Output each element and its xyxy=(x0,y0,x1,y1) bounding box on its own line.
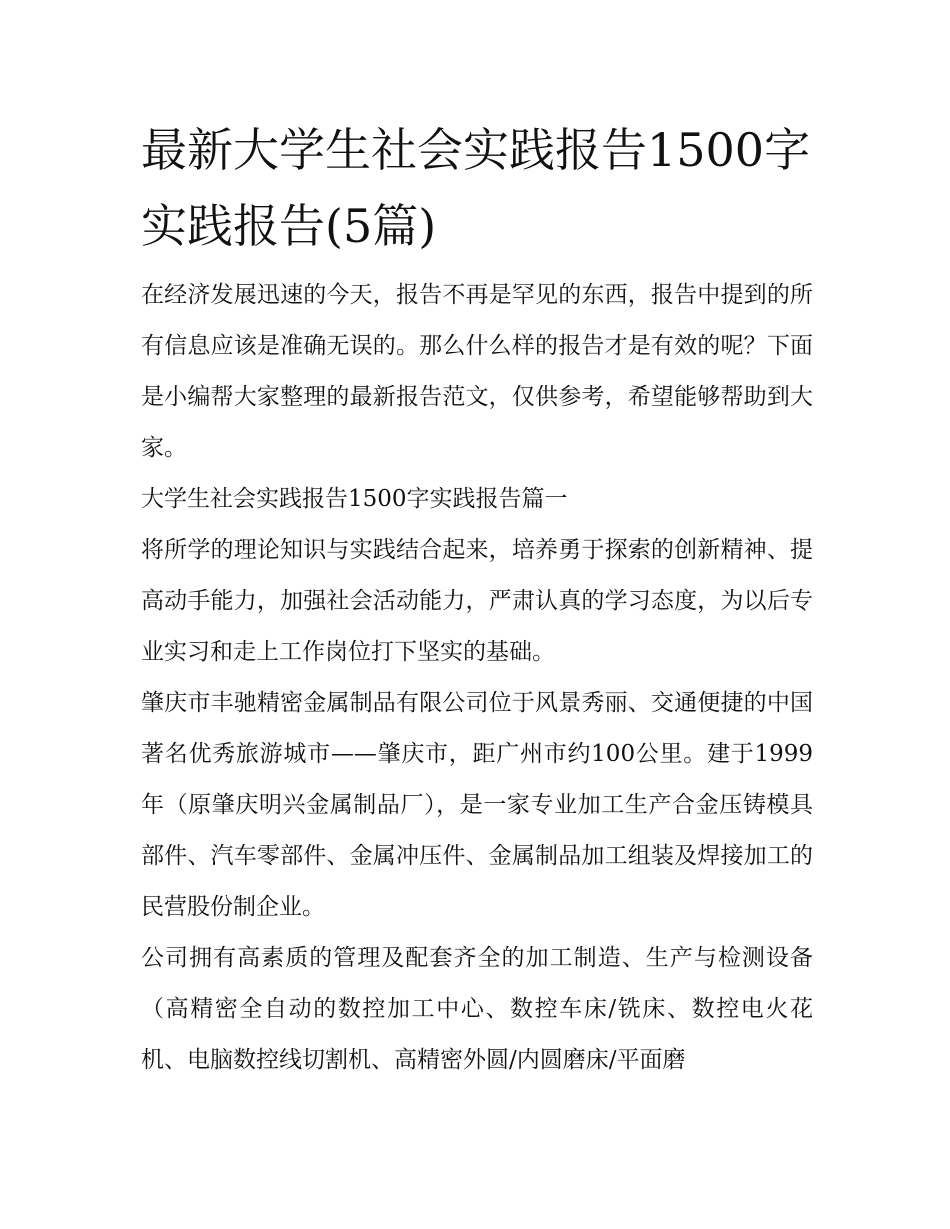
body-paragraph: 将所学的理论知识与实践结合起来，培养勇于探索的创新精神、提高动手能力，加强社会活动能力，严肃认真的学习态度，为以后专业实习和走上工作岗位打下坚实的基础。 xyxy=(141,537,813,665)
document-page xyxy=(141,112,813,1086)
body-paragraph: 公司拥有高素质的管理及配套齐全的加工制造、生产与检测设备（高精密全自动的数控加工中心、数控车床/铣床、数控电火花机、电脑数控线切割机、高精密外圆/内圆磨床/平面磨 xyxy=(141,945,813,1073)
document-title: 最新大学生社会实践报告1500字实践报告(5篇) xyxy=(141,123,811,253)
body-paragraph: 肇庆市丰驰精密金属制品有限公司位于风景秀丽、交通便捷的中国著名优秀旅游城市——肇庆市，距广州市约100公里。建于1999年（原肇庆明兴金属制品厂），是一家专业加工生产合金压铸模具部件、汽车零部件、金属冲压件、金属制品加工组装及焊接加工的民营股份制企业。 xyxy=(141,690,813,920)
intro-paragraph: 在经济发展迅速的今天，报告不再是罕见的东西，报告中提到的所有信息应该是准确无误的。那么什么样的报告才是有效的呢？下面是小编帮大家整理的最新报告范文，仅供参考，希望能够帮助到大家。 xyxy=(141,282,813,461)
section-heading: 大学生社会实践报告1500字实践报告篇一 xyxy=(141,486,568,512)
